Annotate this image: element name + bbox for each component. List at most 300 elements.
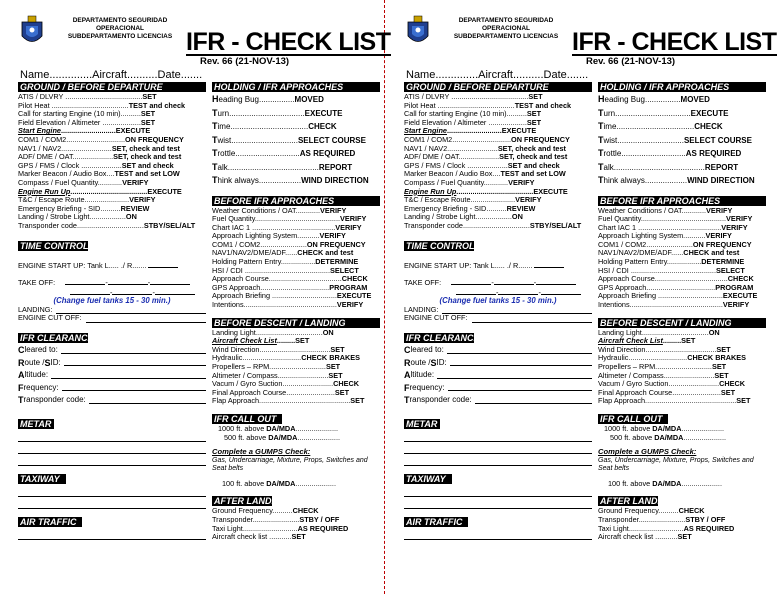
air-traffic-line-1[interactable]: [18, 528, 206, 540]
ground-items-2: [404, 136, 592, 188]
holding-label: eading Bug................: [218, 95, 295, 104]
item-label: Chart IAC 1 .........................................: [598, 222, 722, 232]
item-value: REVIEW: [120, 203, 150, 213]
item-value: STBY / OFF: [685, 514, 726, 524]
section-header-before-descent: BEFORE DESCENT / LANDING: [212, 318, 380, 328]
callout-100-label: 100 ft. above: [608, 478, 653, 488]
item-label: Marker Beacon / Audio Box....: [18, 169, 115, 179]
take-off-blank-3[interactable]: [150, 278, 190, 285]
holding-label: urn..................................: [603, 108, 691, 118]
item-label: Approach Briefing ................................: [212, 291, 337, 301]
take-off-row-2: - -: [404, 288, 592, 298]
item-label: Pilot Heat ......................................: [404, 100, 515, 110]
item-value: SET and check: [507, 160, 560, 170]
holding-value: EXECUTE: [690, 108, 729, 118]
clearance-row: [404, 369, 592, 382]
holding-item: [598, 161, 766, 175]
holding-initial: T: [212, 134, 218, 145]
holding-label: wist..............................: [603, 135, 684, 145]
callout-100-value: DA/MDA: [652, 478, 682, 488]
item-value: SET, check and test: [113, 152, 182, 162]
holding-item: [598, 147, 766, 161]
callout-500: [212, 434, 380, 443]
revision-label: Rev. 66 (21-NOV-13): [200, 56, 290, 67]
item-label: Landing Light.................................: [212, 327, 323, 337]
section-header-before-ifr: BEFORE IFR APPROACHES: [212, 196, 380, 206]
item-label: ATIS / DLVRY ......................................: [18, 92, 143, 101]
name-aircraft-date-line: Name..............Aircraft..........Date.......: [406, 69, 589, 81]
taxiway-line-1[interactable]: [404, 485, 592, 497]
holding-initial: T: [212, 121, 218, 131]
department-heading: [50, 17, 190, 41]
clearance-initial: T: [18, 395, 24, 406]
holding-items: [598, 93, 766, 188]
checklist-item: [404, 222, 592, 231]
clearance-initial: S: [44, 357, 51, 368]
holding-label: hink always...................: [603, 176, 688, 185]
item-value: CHECK: [719, 379, 746, 389]
holding-item: [598, 93, 766, 107]
holding-value: EXECUTE: [304, 108, 343, 118]
checklist-item: [598, 397, 766, 406]
holding-initial: T: [212, 161, 218, 172]
callout-100-value: DA/MDA: [266, 478, 296, 488]
holding-initial: H: [598, 94, 605, 104]
item-label: HSI / CDI ..........................................: [598, 265, 716, 275]
start-engine-value: ...........................EXECUTE: [60, 126, 151, 136]
left-column: [404, 82, 592, 540]
item-label: Pilot Heat ......................................: [18, 100, 129, 110]
clearance-label: requency:: [409, 382, 445, 392]
callout-100-tail: ....................: [681, 478, 722, 488]
section-header-ifr-callout: IFR CALL OUT: [598, 414, 668, 424]
callout-1000-tail: .....................: [295, 423, 339, 433]
before-ifr-items: [212, 207, 380, 310]
metar-line-3[interactable]: [404, 454, 592, 466]
ground-items-3: [404, 196, 592, 230]
engine-start-blank[interactable]: [148, 261, 178, 268]
clearance-line[interactable]: [61, 344, 206, 354]
item-label: Ground Frequency..........: [598, 506, 679, 516]
gumps-title: Complete a GUMPS Check:: [212, 447, 311, 457]
section-header-ifr-callout: IFR CALL OUT: [212, 414, 282, 424]
clearance-initial: F: [404, 382, 410, 393]
clearance-rows: [404, 344, 592, 407]
item-label: Taxi Light...........................: [598, 523, 684, 533]
item-label: Vacum / Gyro Suction.........................: [212, 379, 334, 389]
holding-value: CHECK: [694, 122, 723, 131]
ground-items-2: [18, 136, 206, 188]
take-off-row: TAKE OFF: - -: [18, 278, 206, 288]
clearance-rows: [18, 344, 206, 407]
take-off-blank-1[interactable]: [451, 278, 491, 285]
engine-start-row: [18, 261, 206, 271]
item-label: Altimeter / Compass.........................: [212, 370, 329, 380]
holding-label: alk.........................................: [603, 162, 705, 172]
clearance-label: ltitude:: [410, 370, 435, 380]
item-value: SET: [711, 362, 727, 371]
callout-500-value: DA/MDA: [654, 432, 684, 442]
holding-value: MOVED: [680, 95, 710, 104]
item-value: VERIFY: [319, 231, 346, 241]
after-landing-items: [598, 507, 766, 541]
item-label: Compass / Fuel Quantity............: [404, 177, 509, 187]
holding-item: [598, 174, 766, 188]
page-title: IFR - CHECK LIST: [572, 28, 777, 56]
clearance-row: [18, 369, 206, 382]
item-value: SELECT: [716, 265, 745, 275]
clearance-line[interactable]: [447, 344, 592, 354]
clearance-label: ID:: [50, 357, 61, 367]
engine-cut-row: [404, 314, 592, 323]
item-label: Wind Direction...................................: [598, 344, 717, 354]
item-label: Call for starting Engine (10 min)..........: [18, 109, 141, 119]
fold-line: [384, 0, 385, 594]
item-value: VERIFY: [705, 231, 732, 241]
clearance-row: [18, 382, 206, 395]
item-label: Approach Lighting System...........: [598, 231, 706, 241]
item-label: Chart IAC 1 .........................................: [212, 222, 336, 232]
item-label: Landing / Strobe Light..................: [18, 212, 126, 222]
item-label: Approach Briefing ................................: [598, 291, 723, 301]
item-value: ON FREQUENCY: [692, 239, 752, 249]
item-value: VERIFY: [320, 205, 347, 215]
item-value: SET: [334, 387, 350, 397]
checklist-item: [212, 301, 380, 310]
section-header-air-traffic: AIR TRAFFIC: [18, 517, 82, 527]
callout-500-tail: .....................: [683, 432, 726, 442]
callout-500-label: 500 ft. above: [224, 432, 269, 442]
gumps-title: Complete a GUMPS Check:: [598, 447, 697, 457]
item-label: NAV1/NAV2/DME/ADF......: [212, 248, 298, 258]
holding-item: [598, 120, 766, 134]
start-engine-label: Start Engine: [404, 126, 447, 136]
item-value: VERIFY: [508, 177, 535, 187]
item-value: STBY/SEL/ALT: [529, 220, 582, 230]
holding-value: MOVED: [294, 95, 324, 104]
item-value: VERIFY: [340, 214, 367, 224]
section-header-before-descent: BEFORE DESCENT / LANDING: [598, 318, 766, 328]
item-value: CHECK and test: [297, 248, 354, 258]
take-off-blank-6[interactable]: [541, 288, 581, 295]
clearance-line[interactable]: [450, 357, 592, 367]
checklist-item: [598, 301, 766, 310]
clearance-line[interactable]: [51, 369, 206, 379]
take-off-row-2: - -: [18, 288, 206, 298]
take-off-blank-6[interactable]: [155, 288, 195, 295]
holding-item: [212, 93, 380, 107]
take-off-blank-2[interactable]: [108, 278, 148, 285]
clearance-initial: F: [18, 382, 24, 393]
holding-item: [212, 174, 380, 188]
holding-initial: T: [212, 107, 218, 118]
metar-line-2[interactable]: [404, 442, 592, 454]
item-value: SET: [714, 370, 729, 380]
item-value: SET: [736, 396, 751, 406]
item-value: TEST and set LOW: [500, 169, 566, 179]
name-aircraft-date-line: Name..............Aircraft..........Date.......: [20, 69, 203, 81]
engine-start-label: ENGINE START UP: Tank L..... ./ R.......: [404, 260, 533, 270]
clearance-label: ransponder code:: [23, 395, 86, 405]
item-value: CHECK: [727, 274, 754, 284]
callout-1000-tail: .....................: [681, 423, 725, 433]
ground-items: [404, 93, 592, 127]
before-descent-items: [598, 329, 766, 406]
callout-1000-value: DA/MDA: [266, 423, 296, 433]
item-label: Transponder.......................: [598, 514, 686, 524]
item-value: SET: [716, 344, 731, 354]
clearance-label: leared to:: [410, 345, 444, 355]
item-value: CHECK: [333, 379, 360, 389]
metar-line-1[interactable]: [404, 430, 592, 442]
item-value: ON: [322, 327, 334, 337]
item-label: Landing Light.................................: [598, 327, 709, 337]
air-traffic-line-1[interactable]: [404, 528, 592, 540]
item-label: Fuel Quantity..........................................: [598, 214, 727, 224]
item-value: VERIFY: [335, 222, 362, 232]
clearance-line[interactable]: [62, 382, 206, 392]
gumps-text: Gas, Undercarriage, Mixture, Props, Switches and Seat belts: [598, 456, 754, 473]
item-label: Weather Conditions / OAT............: [212, 205, 321, 215]
item-value: EXECUTE: [722, 291, 758, 301]
item-label: Final Approach Course........................: [598, 387, 721, 397]
item-label: NAV1 / NAV2.........................: [404, 143, 498, 153]
callout-1000-value: DA/MDA: [652, 423, 682, 433]
taxiway-line-1[interactable]: [18, 485, 206, 497]
item-value: ON FREQUENCY: [306, 239, 366, 249]
after-landing-items: [212, 507, 380, 541]
gumps-text: Gas, Undercarriage, Mixture, Props, Switches and Seat belts: [212, 456, 368, 473]
item-value: SET and check: [121, 160, 174, 170]
item-label: COM1 / COM2.......................: [598, 239, 693, 249]
clearance-line[interactable]: [437, 369, 592, 379]
holding-initial: T: [212, 175, 218, 185]
engine-start-label: ENGINE START UP: Tank L..... ./ R.......: [18, 260, 147, 270]
right-column: [598, 82, 766, 542]
item-value: CHECK BRAKES: [687, 353, 747, 363]
clearance-label: requency:: [23, 382, 59, 392]
item-value: ON: [511, 212, 523, 222]
item-value: CHECK BRAKES: [301, 353, 361, 363]
clearance-row: [18, 344, 206, 357]
clearance-row: [18, 357, 206, 370]
item-label: Approach Course....................................: [598, 274, 728, 284]
metar-line-2[interactable]: [18, 442, 206, 454]
item-label: Holding Pattern Entry.................: [212, 257, 316, 267]
item-label: Holding Pattern Entry.................: [598, 257, 702, 267]
item-value: DETERMINE: [315, 257, 359, 267]
item-value: CHECK: [678, 506, 705, 516]
item-label: Intentions..............................................: [598, 300, 723, 310]
clearance-row: [404, 382, 592, 395]
item-value: SET, check and test: [111, 143, 180, 153]
run-up-label: Engine Run Up: [18, 186, 71, 196]
item-label: Landing / Strobe Light..................: [404, 212, 512, 222]
clearance-initial: R: [404, 357, 411, 368]
clearance-line[interactable]: [448, 382, 592, 392]
start-engine-label: Start Engine: [18, 126, 61, 136]
item-value: ON: [708, 327, 720, 337]
section-header-ground: GROUND / BEFORE DEPARTURE: [404, 82, 592, 92]
metar-line-1[interactable]: [18, 430, 206, 442]
take-off-blank-3[interactable]: [536, 278, 576, 285]
item-label: Emergency Briefing - SID..........: [18, 203, 121, 213]
item-label: Altimeter / Compass.........................: [598, 370, 715, 380]
item-value: SET: [142, 92, 157, 101]
item-label: COM1 / COM2.............................: [404, 134, 512, 144]
item-label: Propellers – RPM............................: [212, 362, 326, 371]
section-header-ifr-clearance: IFR CLEARANCE: [20, 333, 94, 344]
item-value: SET: [325, 362, 341, 371]
item-label: GPS Approach..................................: [598, 282, 716, 292]
run-up-value: ......................................EXECUTE: [70, 186, 182, 196]
item-value: SET: [528, 92, 543, 101]
section-header-before-ifr: BEFORE IFR APPROACHES: [598, 196, 766, 206]
section-header-metar: METAR: [404, 419, 440, 429]
take-off-blank-2[interactable]: [494, 278, 534, 285]
take-off-label: TAKE OFF:: [404, 278, 442, 288]
holding-initial: T: [598, 121, 604, 131]
callout-100-label: 100 ft. above: [222, 478, 267, 488]
item-label: Transponder code.................................: [18, 220, 144, 230]
checklist-panel-right: [386, 0, 777, 594]
item-label: Marker Beacon / Audio Box....: [404, 169, 501, 179]
item-value: SET: [677, 532, 692, 542]
section-header-ground: GROUND / BEFORE DEPARTURE: [18, 82, 206, 92]
take-off-blank-4[interactable]: [456, 288, 496, 295]
holding-value: WIND DIRECTION: [687, 176, 755, 185]
section-header-air-traffic: AIR TRAFFIC: [404, 517, 468, 527]
take-off-blank-1[interactable]: [65, 278, 105, 285]
ground-items-3: [18, 196, 206, 230]
clearance-line[interactable]: [475, 394, 592, 404]
item-label: Field Elevation / Altimeter ...................: [404, 117, 527, 127]
item-label: Hydraulic.............................: [598, 353, 688, 363]
metar-line-3[interactable]: [18, 454, 206, 466]
section-header-after-landing: AFTER LANDING: [214, 496, 288, 507]
holding-value: CHECK: [308, 122, 337, 131]
section-header-taxiway: TAXIWAY: [404, 474, 452, 484]
taxiway-line-2[interactable]: [404, 497, 592, 509]
clearance-label: oute /: [410, 357, 431, 367]
dept-line-1: DEPARTAMENTO SEGURIDAD OPERACIONAL: [72, 17, 168, 32]
holding-label: urn..................................: [217, 108, 305, 118]
callout-1000-label: 1000 ft. above: [218, 423, 267, 433]
checklist-item: [212, 533, 380, 542]
item-value: SET: [330, 344, 345, 354]
ground-items: [18, 93, 206, 127]
clearance-row: [404, 394, 592, 407]
item-label: Hydraulic.............................: [212, 353, 302, 363]
clearance-initial: C: [404, 345, 411, 356]
clearance-label: ltitude:: [24, 370, 49, 380]
item-label: Intentions..............................................: [212, 300, 337, 310]
before-descent-items: [212, 329, 380, 406]
holding-initial: T: [598, 175, 604, 185]
item-value: VERIFY: [336, 300, 364, 310]
clearance-line[interactable]: [89, 394, 206, 404]
item-value: TEST and set LOW: [114, 169, 180, 179]
item-label: Aircraft check list ...........: [598, 532, 678, 542]
take-off-blank-5[interactable]: [112, 288, 152, 295]
callout-100-tail: ....................: [295, 478, 336, 488]
item-label: NAV1 / NAV2.........................: [18, 143, 112, 153]
item-label: GPS / FMS / Clock ....................: [18, 160, 122, 170]
item-label: Wind Direction...................................: [212, 344, 331, 354]
holding-value: WIND DIRECTION: [301, 176, 369, 185]
callout-500-value: DA/MDA: [268, 432, 298, 442]
checklist-item: [212, 397, 380, 406]
item-value: SET: [140, 117, 156, 127]
section-header-holding: HOLDING / IFR APPROACHES: [212, 82, 380, 92]
crest-logo-icon: [406, 14, 430, 48]
item-label: T&C / Escape Route......................: [404, 195, 516, 205]
item-label: ADF/ DME / OAT....................: [404, 152, 500, 162]
item-value: ON FREQUENCY: [125, 134, 184, 144]
holding-label: hink always...................: [217, 176, 302, 185]
item-value: SELECT: [330, 265, 359, 275]
taxiway-line-2[interactable]: [18, 497, 206, 509]
item-label: NAV1/NAV2/DME/ADF......: [598, 248, 684, 258]
item-label: Aircraft Check List: [212, 336, 277, 346]
item-value: EXECUTE: [336, 291, 372, 301]
item-value: CHECK and test: [683, 248, 740, 258]
revision-label: Rev. 66 (21-NOV-13): [586, 56, 676, 67]
clearance-row: [18, 394, 206, 407]
item-value: SET: [526, 117, 542, 127]
item-value: SET: [291, 532, 306, 542]
clearance-initial: A: [18, 370, 25, 381]
take-off-blank-5[interactable]: [498, 288, 538, 295]
item-value: STBY / OFF: [299, 514, 340, 524]
section-header-taxiway: TAXIWAY: [18, 474, 66, 484]
item-label: Taxi Light...........................: [212, 523, 298, 533]
item-value: SET: [328, 370, 343, 380]
item-label: Compass / Fuel Quantity............: [18, 177, 123, 187]
engine-cut-line[interactable]: [86, 314, 206, 323]
page-title: IFR - CHECK LIST: [186, 28, 391, 56]
run-up-label: Engine Run Up: [404, 186, 457, 196]
holding-initial: T: [598, 161, 604, 172]
item-label: Transponder.......................: [212, 514, 300, 524]
holding-initial: H: [212, 94, 219, 104]
department-heading: [436, 17, 576, 41]
item-label: Flap Approach.............................................: [212, 396, 351, 406]
engine-start-blank[interactable]: [534, 261, 564, 268]
crest-logo-icon: [20, 14, 44, 48]
holding-label: ime...................................: [217, 122, 309, 131]
holding-value: REPORT: [704, 162, 739, 172]
item-value: TEST and check: [128, 100, 186, 110]
take-off-blank-4[interactable]: [70, 288, 110, 295]
callout-500: [598, 434, 766, 443]
right-column: [212, 82, 380, 542]
engine-cut-label: ENGINE CUT OFF:: [18, 313, 82, 323]
holding-value: SELECT COURSE: [297, 135, 366, 145]
item-value: STBY/SEL/ALT: [143, 220, 196, 230]
clearance-line[interactable]: [64, 357, 206, 367]
landing-label: LANDING:: [404, 304, 439, 314]
item-label: Call for starting Engine (10 min)..........: [404, 109, 527, 119]
item-value: .........SET: [276, 336, 310, 346]
holding-value: AS REQUIRED: [299, 149, 356, 158]
engine-cut-label: ENGINE CUT OFF:: [404, 313, 468, 323]
item-value: SET: [526, 109, 542, 119]
holding-label: rottle.............................: [603, 149, 686, 158]
item-label: Field Elevation / Altimeter ...................: [18, 117, 141, 127]
take-off-row: TAKE OFF: - -: [404, 278, 592, 288]
engine-cut-line[interactable]: [472, 314, 592, 323]
